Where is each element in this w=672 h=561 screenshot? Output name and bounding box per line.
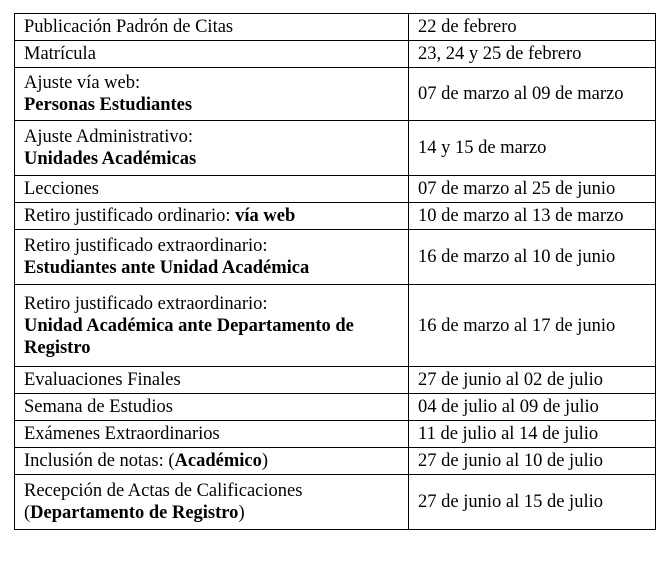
- date-cell: [409, 421, 656, 448]
- date-value: 22 de febrero: [418, 17, 517, 37]
- table-row: [15, 285, 656, 367]
- activity-label: Recepción de Actas de Calificaciones: [24, 481, 303, 501]
- date-value: 04 de julio al 09 de julio: [418, 397, 599, 417]
- date-value: 07 de marzo al 25 de junio: [418, 179, 616, 199]
- activity-cell: [15, 230, 409, 285]
- activity-label: Inclusión de notas: (: [24, 451, 175, 471]
- activity-cell: [15, 421, 409, 448]
- activity-label: Retiro justificado ordinario:: [24, 206, 236, 226]
- table-row: [15, 68, 656, 121]
- table-row: [15, 203, 656, 230]
- activity-label-bold: vía web: [235, 206, 296, 226]
- date-value: 16 de marzo al 10 de junio: [418, 247, 616, 267]
- activity-label: Matrícula: [24, 44, 96, 64]
- activity-label: Publicación Padrón de Citas: [24, 17, 234, 37]
- date-value: 27 de junio al 02 de julio: [418, 370, 603, 390]
- date-cell: [409, 68, 656, 121]
- activity-cell: [15, 68, 409, 121]
- table-row: [15, 367, 656, 394]
- activity-cell: [15, 121, 409, 176]
- date-value: 07 de marzo al 09 de marzo: [418, 84, 624, 104]
- activity-label: Ajuste vía web:: [24, 73, 141, 93]
- date-value: 27 de junio al 10 de julio: [418, 451, 603, 471]
- date-cell: [409, 176, 656, 203]
- activity-label-bold: Académico: [174, 451, 262, 471]
- activity-cell: [15, 285, 409, 367]
- activity-label-bold: Departamento de Registro: [30, 503, 239, 523]
- date-value: 16 de marzo al 17 de junio: [418, 315, 616, 336]
- table-row: [15, 14, 656, 41]
- activity-cell: [15, 367, 409, 394]
- activity-cell: [15, 394, 409, 421]
- table-row: [15, 230, 656, 285]
- date-value: 14 y 15 de marzo: [418, 138, 547, 158]
- table-row: [15, 448, 656, 475]
- date-cell: [409, 394, 656, 421]
- date-value: 23, 24 y 25 de febrero: [418, 44, 582, 64]
- table-row: [15, 121, 656, 176]
- date-cell: [409, 448, 656, 475]
- activity-cell: [15, 14, 409, 41]
- activity-label: Retiro justificado extraordinario:: [24, 236, 268, 256]
- activity-cell: [15, 475, 409, 530]
- activity-label-suffix: ): [261, 451, 269, 471]
- activity-cell: [15, 41, 409, 68]
- table-row: [15, 394, 656, 421]
- date-cell: [409, 14, 656, 41]
- date-cell: [409, 41, 656, 68]
- activity-label-bold: Personas Estudiantes: [24, 95, 193, 115]
- table-row: [15, 41, 656, 68]
- activity-label-bold: Unidad Académica ante Departamento de Registro: [24, 315, 354, 358]
- activity-label: Exámenes Extraordinarios: [24, 424, 220, 444]
- date-cell: [409, 121, 656, 176]
- date-value: 27 de junio al 15 de julio: [418, 492, 603, 512]
- date-cell: [409, 367, 656, 394]
- activity-label-bold: Estudiantes ante Unidad Académica: [24, 258, 310, 278]
- date-value: 11 de julio al 14 de julio: [418, 424, 599, 444]
- activity-label-bold: Unidades Académicas: [24, 149, 197, 169]
- date-cell: [409, 285, 656, 367]
- activity-label-prefix: (: [24, 503, 31, 523]
- table-row: [15, 176, 656, 203]
- activity-label: Ajuste Administrativo:: [24, 127, 194, 147]
- table-row: [15, 421, 656, 448]
- activity-label: Evaluaciones Finales: [24, 370, 181, 390]
- table-row: [15, 475, 656, 530]
- date-value: 10 de marzo al 13 de marzo: [418, 206, 624, 226]
- date-cell: [409, 230, 656, 285]
- date-cell: [409, 475, 656, 530]
- activity-label: Lecciones: [24, 179, 99, 199]
- date-cell: [409, 203, 656, 230]
- calendar-table: [14, 13, 656, 530]
- activity-label: Semana de Estudios: [24, 397, 174, 417]
- activity-label-suffix: ): [238, 503, 245, 523]
- activity-cell: [15, 176, 409, 203]
- activity-cell: [15, 203, 409, 230]
- activity-label: Retiro justificado extraordinario:: [24, 293, 268, 314]
- activity-cell: [15, 448, 409, 475]
